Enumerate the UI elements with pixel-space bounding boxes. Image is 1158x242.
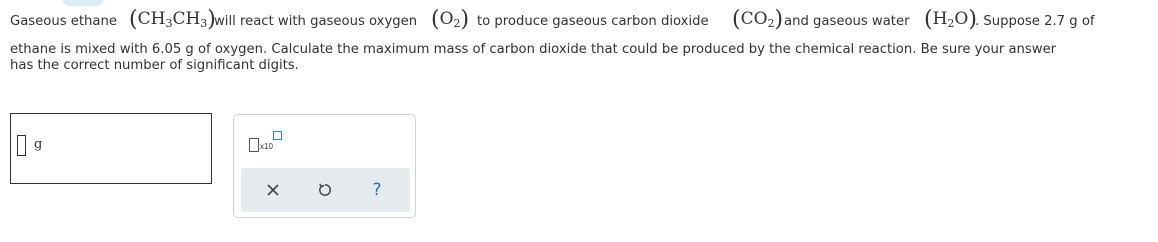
mantissa-box-icon xyxy=(249,138,259,152)
scientific-notation-button[interactable] xyxy=(245,129,291,155)
undo-button[interactable] xyxy=(305,168,345,212)
question-line-3: has the correct number of significant digits. xyxy=(10,58,299,73)
help-button[interactable] xyxy=(357,168,397,212)
answer-input-box[interactable] xyxy=(10,113,212,184)
clear-button[interactable] xyxy=(253,168,293,212)
close-icon xyxy=(266,183,280,197)
formula-ethane: $(CH_3CH_3)$ xyxy=(129,7,216,32)
question-line-2: ethane is mixed with 6.05 g of oxygen. Calculate the maximum mass of carbon dioxide that could be produced by the chemical reaction. Be sure your answer xyxy=(10,42,1057,57)
x10-label: x10 xyxy=(260,142,273,151)
text-segment: to produce gaseous carbon dioxide xyxy=(477,14,709,29)
math-tool-panel xyxy=(233,114,416,218)
unit-label: g xyxy=(34,137,43,152)
answer-input-field[interactable] xyxy=(17,135,26,156)
question-line-1 xyxy=(10,4,1150,40)
help-icon: ? xyxy=(372,180,382,200)
formula-oxygen: $(O_2)$ xyxy=(431,7,470,32)
formula-water: $(H_2O)$ xyxy=(924,7,977,32)
text-segment: will react with gaseous oxygen xyxy=(214,14,418,29)
undo-icon xyxy=(317,182,333,198)
question-text xyxy=(10,4,1150,73)
text-segment: . Suppose 2.7 g of xyxy=(975,14,1095,29)
text-segment: and gaseous water xyxy=(784,14,910,29)
exponent-box-icon xyxy=(273,131,282,140)
text-segment: Gaseous ethane xyxy=(10,14,117,29)
formula-co2: $(CO_2)$ xyxy=(732,7,784,32)
tool-button-bar xyxy=(241,168,410,212)
